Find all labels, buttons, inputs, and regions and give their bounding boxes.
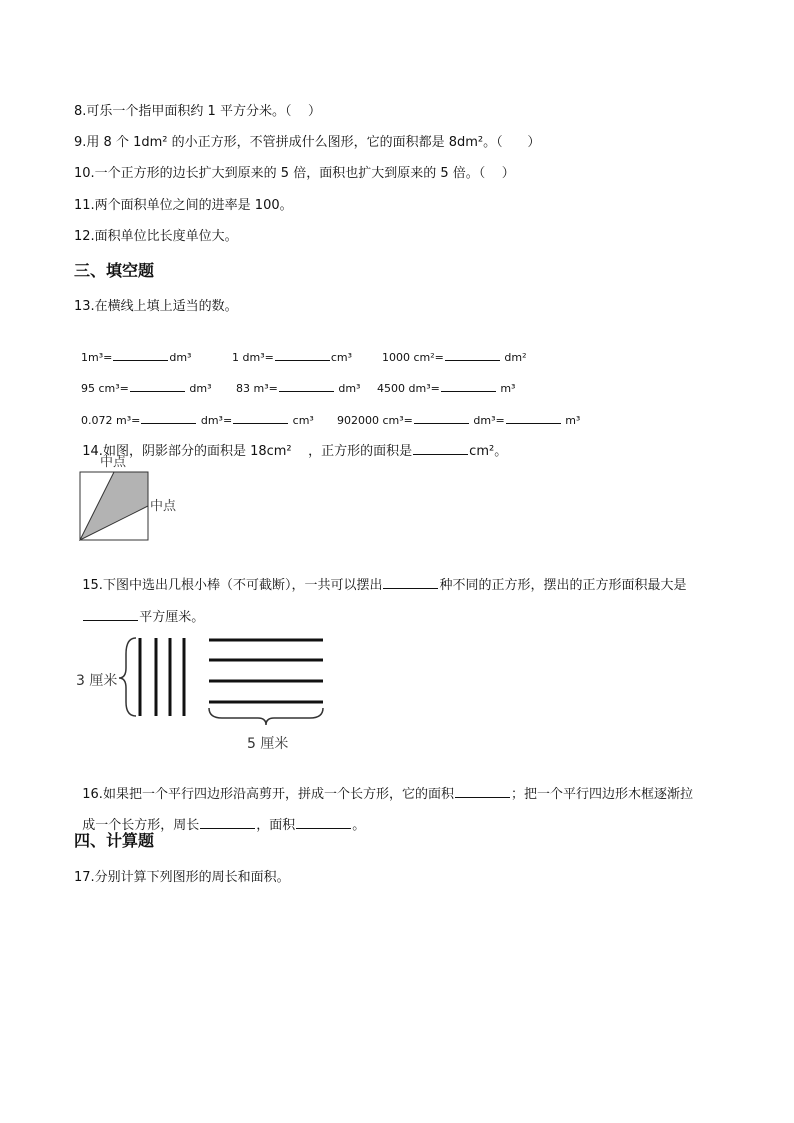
q13-row-1-c: 1000 cm²= dm²	[375, 330, 527, 367]
answer-blank[interactable]	[383, 576, 438, 589]
answer-blank[interactable]	[413, 442, 468, 455]
answer-blank[interactable]	[130, 379, 185, 392]
question-8: 8.可乐一个指甲面积约 1 平方分米。（ ）	[74, 104, 321, 119]
label-3cm: 3 厘米	[76, 673, 118, 689]
question-17: 17.分别计算下列图形的周长和面积。	[74, 870, 290, 885]
section-4-heading: 四、计算题	[74, 831, 155, 850]
q13-row-2-a: 95 cm³= dm³	[74, 361, 212, 398]
question-12: 12.面积单位比长度单位大。	[74, 229, 238, 244]
question-15-line-1: 15.下图中选出几根小棒（不可截断），一共可以摆出 种不同的正方形，摆出的正方形面积最大是	[82, 578, 687, 593]
shaded-region	[80, 472, 148, 540]
question-11: 11.两个面积单位之间的进率是 100。	[74, 198, 293, 213]
brace-3cm	[119, 638, 136, 716]
q13-row-3-b: 902000 cm³= dm³= m³	[330, 393, 580, 430]
answer-blank[interactable]	[83, 608, 138, 621]
q13-row-2-b: 83 m³= dm³	[229, 361, 360, 398]
section-3-heading: 三、填空题	[74, 261, 155, 280]
question-13-prompt: 13.在横线上填上适当的数。	[74, 299, 238, 314]
answer-blank[interactable]	[141, 411, 196, 424]
answer-blank[interactable]	[441, 379, 496, 392]
answer-blank[interactable]	[279, 379, 334, 392]
q13-row-2-c: 4500 dm³= m³	[370, 361, 515, 398]
answer-blank[interactable]	[506, 411, 561, 424]
square-midpoint-figure	[76, 450, 186, 545]
answer-blank[interactable]	[233, 411, 288, 424]
question-9: 9.用 8 个 1dm² 的小正方形，不管拼成什么图形，它的面积都是 8dm²。（ ）	[74, 135, 541, 150]
midpoint-label-right: 中点	[150, 499, 177, 514]
answer-blank[interactable]	[414, 411, 469, 424]
answer-blank[interactable]	[455, 785, 510, 798]
answer-blank[interactable]	[275, 348, 330, 361]
answer-blank[interactable]	[445, 348, 500, 361]
q13-row-3-a: 0.072 m³= dm³= cm³	[74, 393, 314, 430]
sticks-figure	[72, 628, 332, 756]
answer-blank[interactable]	[296, 816, 351, 829]
answer-blank[interactable]	[200, 816, 255, 829]
q13-row-1: 1m³= dm³	[74, 330, 191, 367]
question-16-line-2: 成一个长方形，周长 ，面积 。	[82, 818, 366, 833]
brace-5cm	[209, 708, 323, 725]
question-14: 14.如图，阴影部分的面积是 18cm² ，正方形的面积是 cm²。	[82, 444, 508, 459]
label-5cm: 5 厘米	[247, 736, 289, 752]
midpoint-label-top: 中点	[100, 455, 127, 470]
question-15-line-2: 平方厘米。	[74, 590, 204, 627]
q13-row-1-b: 1 dm³= cm³	[225, 330, 352, 367]
question-16-line-1: 16.如果把一个平行四边形沿高剪开，拼成一个长方形，它的面积 ；把一个平行四边形木框逐渐拉	[82, 787, 693, 802]
question-10: 10.一个正方形的边长扩大到原来的 5 倍，面积也扩大到原来的 5 倍。（ ）	[74, 166, 515, 181]
answer-blank[interactable]	[113, 348, 168, 361]
